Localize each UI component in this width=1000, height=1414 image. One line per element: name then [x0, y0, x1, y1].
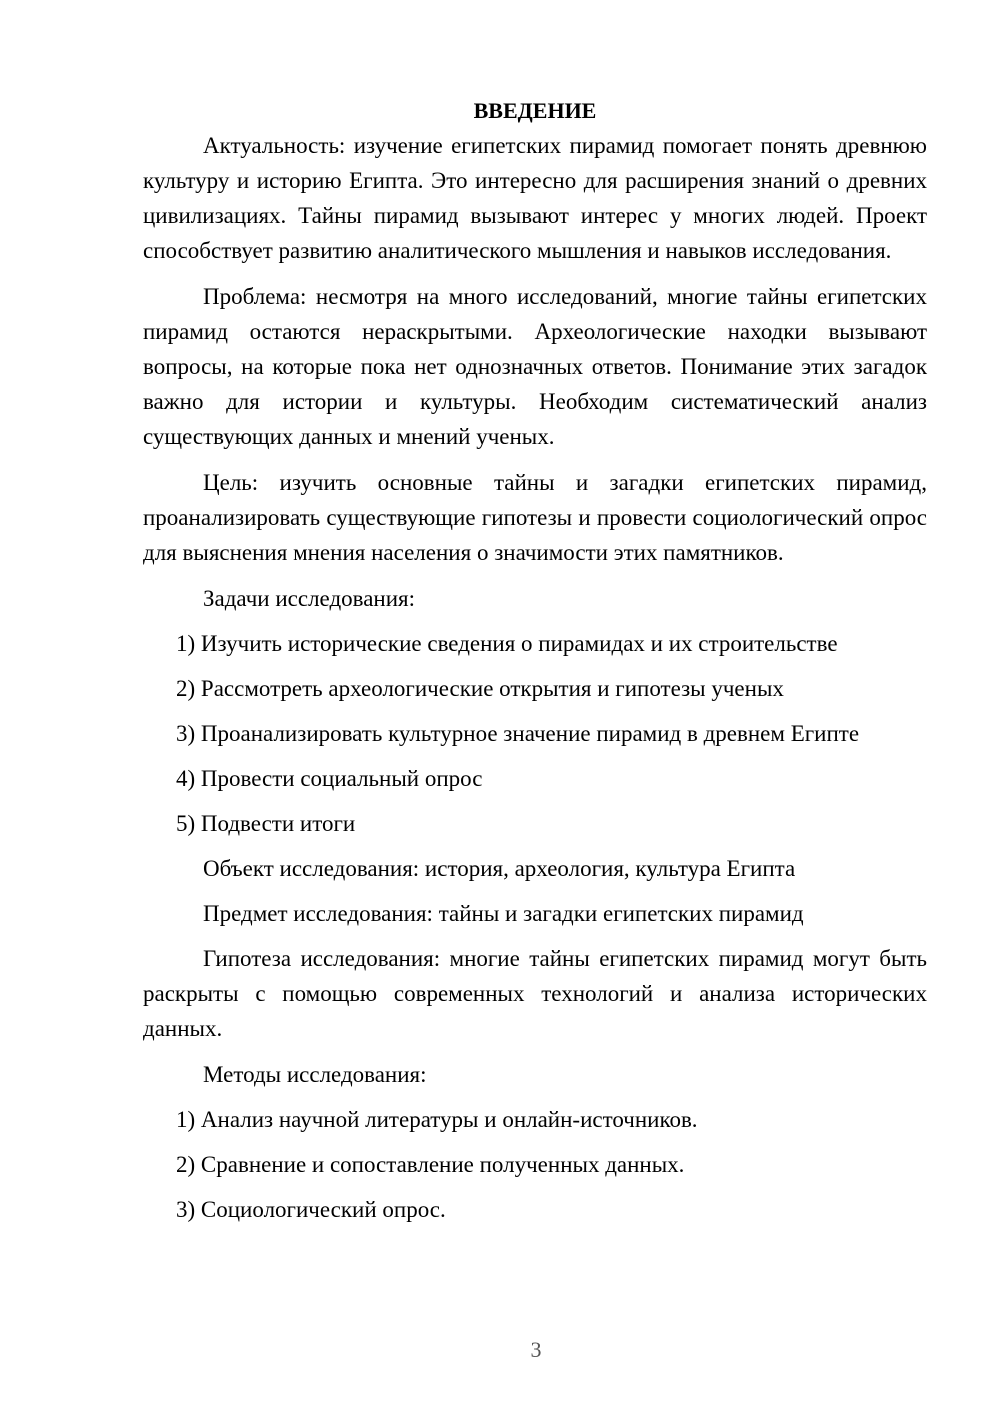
task-item: 2) Рассмотреть археологические открытия и гипотезы ученых	[176, 676, 784, 701]
task-item: 3) Проанализировать культурное значение пирамид в древнем Египте	[176, 721, 860, 746]
method-item: 2) Сравнение и сопоставление полученных данных.	[176, 1152, 685, 1177]
paragraph-problem: Проблема: несмотря на много исследований, многие тайны египетских пирамид остаются нераскрытыми. Археологические находки вызывают вопросы, на которые пока нет однозначных ответов. Понимание этих загадок важно для истории и культуры. Необходим систематический анализ существующих данных и мнений ученых.	[143, 284, 927, 449]
section-heading: ВВЕДЕНИЕ	[473, 98, 597, 123]
paragraph-relevance: Актуальность: изучение египетских пирамид помогает понять древнюю культуру и историю Египта. Это интересно для расширения знаний о древних цивилизациях. Тайны пирамид вызывают интерес у многих людей. Проект способствует развитию аналитического мышления и навыков исследования.	[143, 133, 927, 263]
tasks-label: Задачи исследования:	[203, 586, 416, 611]
research-subject: Предмет исследования: тайны и загадки египетских пирамид	[203, 901, 804, 926]
research-object: Объект исследования: история, археология, культура Египта	[203, 856, 796, 881]
page-content	[143, 94, 927, 1237]
paragraph-goal: Цель: изучить основные тайны и загадки египетских пирамид, проанализировать существующие гипотезы и провести социологический опрос для выяснения мнения населения о значимости этих памятников.	[143, 470, 927, 565]
task-item: 1) Изучить исторические сведения о пирамидах и их строительстве	[176, 631, 838, 656]
task-item: 4) Провести социальный опрос	[176, 766, 483, 791]
page-number: 3	[530, 1337, 542, 1362]
paragraph-hypothesis: Гипотеза исследования: многие тайны египетских пирамид могут быть раскрыты с помощью современных технологий и анализа исторических данных.	[143, 946, 927, 1041]
method-item: 3) Социологический опрос.	[176, 1197, 446, 1222]
task-item: 5) Подвести итоги	[176, 811, 356, 836]
methods-label: Методы исследования:	[203, 1062, 427, 1087]
method-item: 1) Анализ научной литературы и онлайн-источников.	[176, 1107, 698, 1132]
